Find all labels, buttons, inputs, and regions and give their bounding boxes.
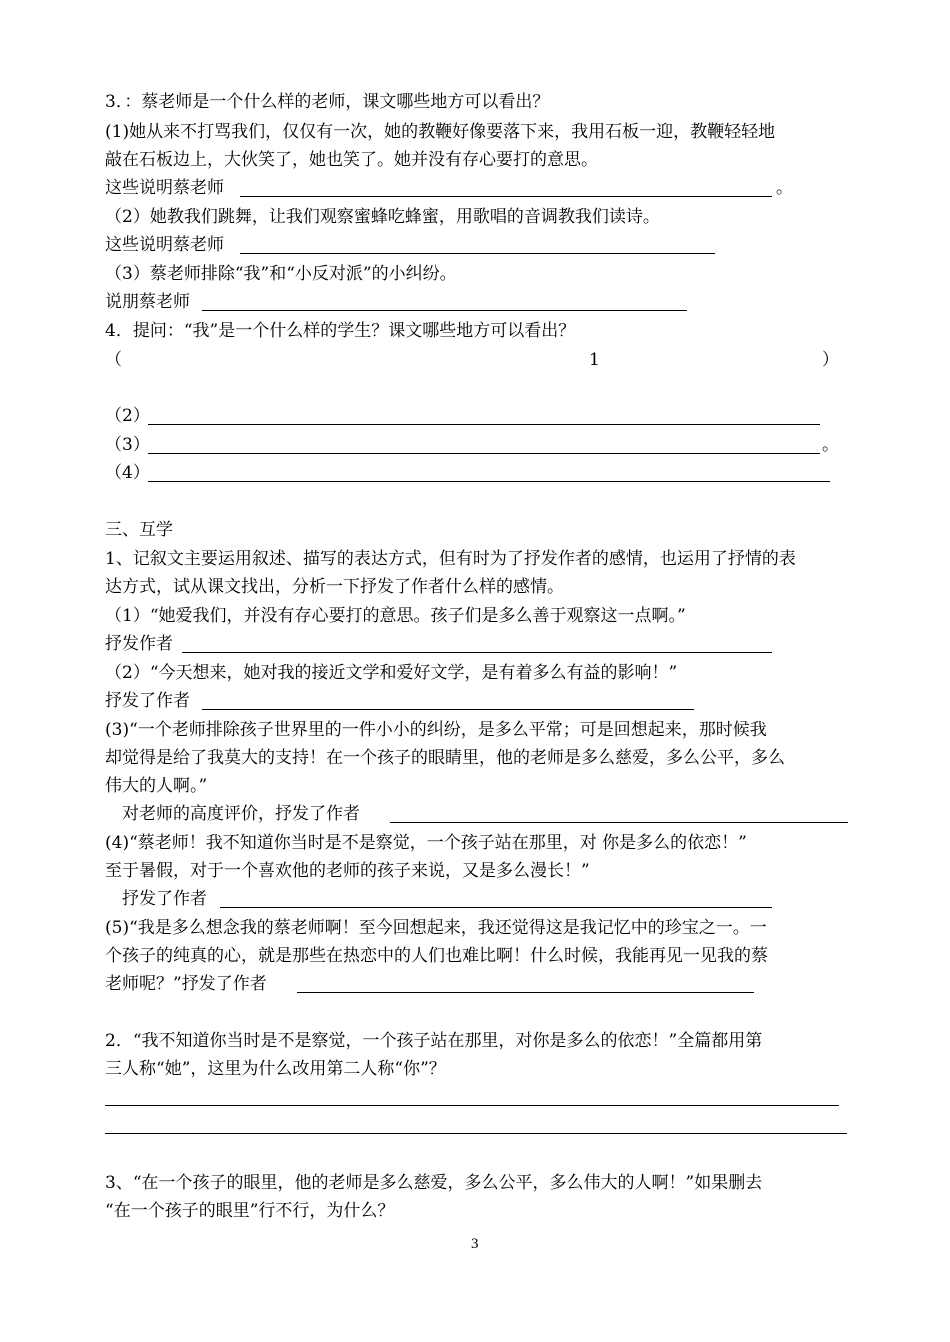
s3-sub2-quote: （2）“今天想来，她对我的接近文学和爱好文学，是有着多么有益的影响！”	[105, 663, 678, 683]
s3-sub3-line2: 却觉得是给了我莫大的支持！在一个孩子的眼睛里，他的老师是多么慈爱，多么公平，多么	[105, 748, 785, 768]
q4-item2-label: （2）	[105, 406, 150, 426]
s3-sub4-line1: (4)“蔡老师！我不知道你当时是不是察觉，一个孩子站在那里，对 你是多么的依恋！”	[105, 833, 747, 853]
s3-sub1-prompt: 抒发作者	[105, 634, 173, 654]
q3-p1-end: 。	[776, 178, 793, 198]
s3-q2-line1: 2．“我不知道你当时是不是察觉，一个孩子站在那里，对你是多么的依恋！”全篇都用第	[105, 1031, 763, 1051]
q4-close-paren: ）	[822, 350, 839, 370]
s3-q1-line1: 1、记叙文主要运用叙述、描写的表达方式，但有时为了抒发作者的感情，也运用了抒情的表	[105, 549, 796, 569]
answer-blank-q3-3[interactable]	[202, 310, 687, 311]
s3-sub5-line1: (5)“我是多么想念我的蔡老师啊！至今回想起来，我还觉得这是我记忆中的珍宝之一。一	[105, 918, 767, 938]
answer-blank-q4-3[interactable]	[148, 453, 820, 454]
s3-q3-line1: 3、“在一个孩子的眼里，他的老师是多么慈爱，多么公平，多么伟大的人啊！”如果删去	[105, 1173, 763, 1193]
section-heading: 三、互学	[105, 520, 173, 540]
page-number: 3	[471, 1236, 479, 1252]
q4-item4-label: （4）	[105, 463, 150, 483]
q3-p1-line1: (1)她从来不打骂我们，仅仅有一次，她的教鞭好像要落下来，我用石板一迎，教鞭轻轻地	[105, 122, 776, 142]
s3-q3-line2: “在一个孩子的眼里”行不行，为什么？	[105, 1201, 395, 1221]
s3-sub2-prompt: 抒发了作者	[105, 691, 190, 711]
q4-title: 4．提问：“我”是一个什么样的学生？课文哪些地方可以看出？	[105, 321, 576, 341]
s3-sub1-quote: （1）“她爱我们，并没有存心要打的意思。孩子们是多么善于观察这一点啊。”	[105, 606, 686, 626]
s3-sub3-line3: 伟大的人啊。”	[105, 776, 208, 796]
q3-p3-line: （3）蔡老师排除“我”和“小反对派”的小纠纷。	[105, 264, 457, 284]
q3-p1-prompt: 这些说明蔡老师	[105, 178, 224, 198]
q3-p2-prompt: 这些说明蔡老师	[105, 235, 224, 255]
answer-blank-q4-2[interactable]	[148, 424, 820, 425]
s3-q1-line2: 达方式，试从课文找出，分析一下抒发了作者什么样的感情。	[105, 577, 564, 597]
q3-p3-prompt: 说朋蔡老师	[105, 292, 190, 312]
answer-blank-s3-3[interactable]	[390, 822, 848, 823]
q4-item3-end: 。	[822, 435, 839, 455]
q3-p1-line2: 敲在石板边上，大伙笑了，她也笑了。她并没有存心要打的意思。	[105, 150, 598, 170]
s3-sub4-line2: 至于暑假，对于一个喜欢他的老师的孩子来说，又是多么漫长！”	[105, 861, 590, 881]
answer-blank-s3-4[interactable]	[220, 907, 772, 908]
s3-sub3-line1: (3)“一个老师排除孩子世界里的一件小小的纠纷，是多么平常；可是回想起来，那时候我	[105, 720, 767, 740]
answer-blank-s3-2[interactable]	[202, 709, 694, 710]
answer-blank-q2-2[interactable]	[105, 1133, 847, 1134]
answer-blank-s3-1[interactable]	[182, 652, 772, 653]
s3-sub5-line2: 个孩子的纯真的心，就是那些在热恋中的人们也难比啊！什么时候，我能再见一见我的蔡	[105, 946, 768, 966]
s3-sub3-prompt: 对老师的高度评价，抒发了作者	[122, 804, 360, 824]
q4-item3-label: （3）	[105, 435, 150, 455]
s3-sub4-prompt: 抒发了作者	[122, 889, 207, 909]
q3-title: 3．：蔡老师是一个什么样的老师，课文哪些地方可以看出？	[105, 92, 550, 112]
answer-blank-s3-5[interactable]	[297, 992, 754, 993]
answer-blank-q3-1[interactable]	[240, 196, 772, 197]
q3-p2-line: （2）她教我们跳舞，让我们观察蜜蜂吃蜂蜜，用歌唱的音调教我们读诗。	[105, 207, 660, 227]
s3-sub5-line3: 老师呢？”抒发了作者	[105, 974, 267, 994]
answer-blank-q3-2[interactable]	[240, 253, 715, 254]
q4-item1-number: 1	[589, 350, 600, 370]
answer-blank-q2-1[interactable]	[105, 1105, 839, 1106]
q4-open-paren: （	[105, 350, 122, 370]
answer-blank-q4-4[interactable]	[148, 481, 830, 482]
s3-q2-line2: 三人称“她”，这里为什么改用第二人称“你”？	[105, 1059, 446, 1079]
